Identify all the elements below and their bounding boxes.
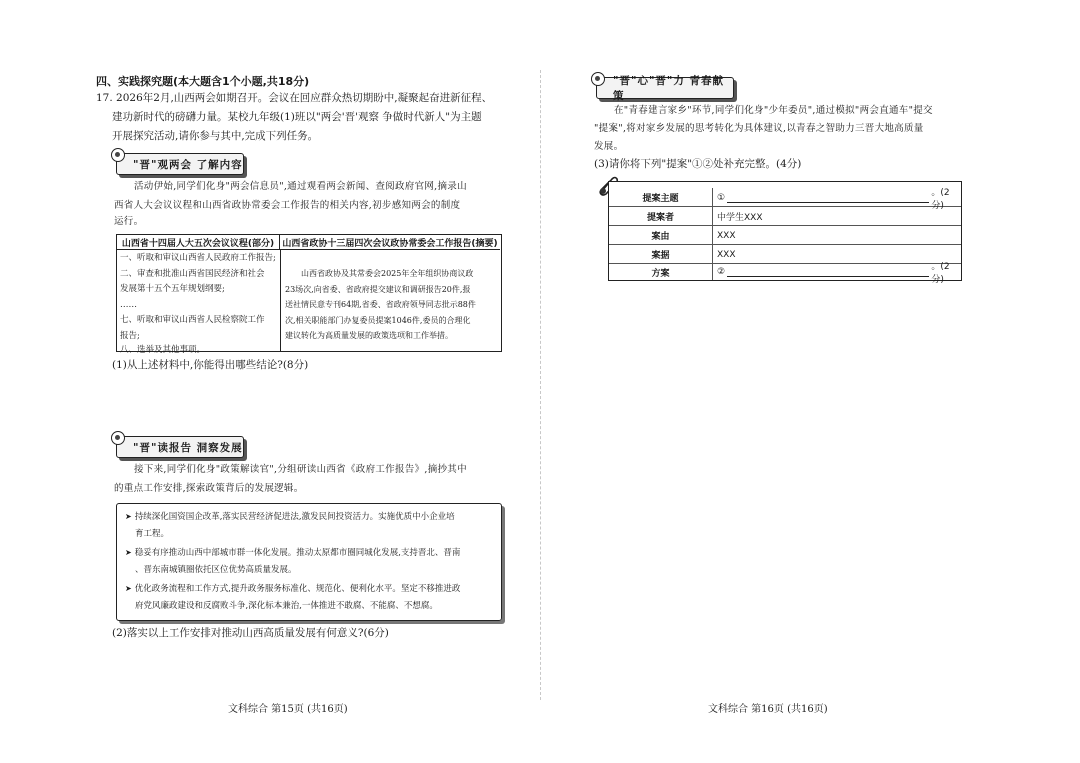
intro1-line-2: 西省人大会议议程和山西省政协常委会工作报告的相关内容,初步感知两会的制度	[114, 200, 461, 211]
proposal-row-reason	[609, 226, 961, 245]
report-line: 送社情民意专刊64期,省委、省政府领导同志批示88件	[285, 300, 476, 309]
table-left-cell	[120, 251, 278, 357]
q17-line-3: 开展探究活动,请你参与其中,完成下列任务。	[112, 130, 319, 142]
arrow-bullet-icon: ➤	[125, 584, 132, 593]
intro1-line-1: 活动伊始,同学们化身"两会信息员",通过观看两会新闻、查阅政府官网,摘录山	[134, 181, 467, 192]
footer-page-15: 文科综合 第15页 (共16页)	[228, 704, 348, 715]
arrow-bullet-icon: ➤	[125, 512, 132, 521]
table-header-left: 山西省十四届人大五次会议议程(部分)	[117, 235, 280, 250]
proposal-row-proposer	[609, 207, 961, 226]
pin-dot-icon	[111, 431, 125, 445]
table-header-right: 山西省政协十三届四次会议政协常委会工作报告(摘要)	[280, 235, 500, 250]
agenda-line: ……	[120, 299, 137, 310]
blank-marker: ②	[717, 267, 726, 277]
proposal-value: XXX	[717, 249, 736, 260]
agenda-line: 发展第十五个五年规划纲要;	[120, 284, 225, 294]
pin-dot-icon	[111, 148, 125, 162]
footer-page-16: 文科综合 第16页 (共16页)	[708, 704, 828, 715]
tag-section-1-label: "晋"观两会 了解内容	[133, 158, 243, 171]
policy-item-3: ➤ 优化政务流程和工作方式,提升政务服务标准化、规范化、便利化水平。坚定不移推进政 府党风廉政建设和反腐败斗争,深化标本兼治,一体推进不敢腐、不能腐、不想腐。	[125, 584, 461, 611]
material-table	[116, 234, 502, 355]
report-line: 次,相关职能部门办复委员提案1046件,委员的合理化	[285, 315, 471, 325]
answer-blank-2[interactable]	[727, 267, 929, 277]
proposal-row-topic	[609, 187, 961, 211]
agenda-line: 一、听取和审议山西省人民政府工作报告;	[120, 253, 276, 263]
policy-item-1: ➤ 持续深化国资国企改革,落实民营经济促进法,激发民间投资活力。实施优质中小企业培 育工程。	[125, 512, 455, 539]
tag-section-3	[596, 75, 734, 102]
question-3: (3)请你将下列"提案"①②处补充完整。(4分)	[594, 158, 802, 170]
intro3-line-2: "提案",将对家乡发展的思考转化为具体建议,以青春之智助力三晋大地高质量	[594, 123, 924, 134]
proposal-label: 案据	[609, 245, 713, 264]
pin-dot-icon	[591, 72, 605, 86]
proposal-value: 中学生XXX	[717, 213, 763, 223]
proposal-label: 方案	[609, 264, 713, 280]
proposal-label: 提案主题	[609, 188, 713, 207]
policy-excerpt-box	[116, 503, 502, 621]
report-line: 建议转化为高质量发展的政策选项和工作举措。	[285, 331, 453, 340]
tag-section-3-label: "晋"心"晋"力 青春献策	[613, 75, 725, 102]
proposal-row-evidence	[609, 245, 961, 264]
score-note: 。(2分)	[931, 262, 950, 285]
agenda-line: 七、听取和审议山西省人民检察院工作	[120, 315, 265, 325]
intro2-line-1: 接下来,同学们化身"政策解读官",分组研读山西省《政府工作报告》,摘抄其中	[134, 464, 467, 475]
proposal-label: 提案者	[609, 207, 713, 226]
policy-item-2: ➤ 稳妥有序推动山西中部城市群一体化发展。推动太原都市圈同城化发展,支持晋北、晋南 、晋东南城镇圈依托区位优势高质量发展。	[125, 548, 461, 575]
intro3-line-1: 在"青春建言家乡"环节,同学们化身"少年委员",通过模拟"两会直通车"提交	[614, 105, 933, 116]
score-note: 。(2分)	[931, 187, 950, 211]
q17-line-2: 建功新时代的磅礴力量。某校九年级(1)班以"两会'晋'观察 争做时代新人"为主题	[112, 111, 482, 123]
intro3-line-3: 发展。	[594, 141, 624, 152]
q17-line-1: 17. 2026年2月,山西两会如期召开。会议在回应群众热切期盼中,凝聚起奋进新征程、	[96, 92, 493, 104]
agenda-line: 八、选举及其他事项。	[120, 345, 206, 355]
proposal-card	[608, 181, 962, 285]
intro2-line-2: 的重点工作安排,探索政策背后的发展逻辑。	[114, 483, 304, 494]
intro1-line-3: 运行。	[114, 216, 144, 227]
proposal-value: XXX	[717, 230, 736, 241]
tag-section-2	[116, 436, 244, 458]
agenda-line: 报告;	[120, 330, 140, 341]
proposal-row-plan	[609, 262, 961, 285]
section-title: 四、实践探究题(本大题含1个小题,共18分)	[96, 75, 310, 88]
agenda-line: 二、审查和批准山西省国民经济和社会	[120, 268, 265, 279]
table-right-cell	[285, 266, 499, 344]
report-line: 23场次,向省委、省政府提交建议和调研报告20件,报	[285, 284, 471, 294]
answer-blank-1[interactable]	[727, 193, 929, 203]
tag-section-1	[116, 153, 244, 175]
page-fold-divider	[540, 70, 541, 700]
tag-section-2-label: "晋"读报告 洞察发展	[133, 441, 243, 454]
proposal-label: 案由	[609, 226, 713, 245]
question-2: (2)落实以上工作安排对推动山西高质量发展有何意义?(6分)	[112, 627, 389, 639]
question-1: (1)从上述材料中,你能得出哪些结论?(8分)	[112, 359, 309, 371]
blank-marker: ①	[717, 192, 726, 203]
arrow-bullet-icon: ➤	[125, 548, 132, 557]
report-line: 山西省政协及其常委会2025年全年组织协商议政	[301, 269, 474, 278]
